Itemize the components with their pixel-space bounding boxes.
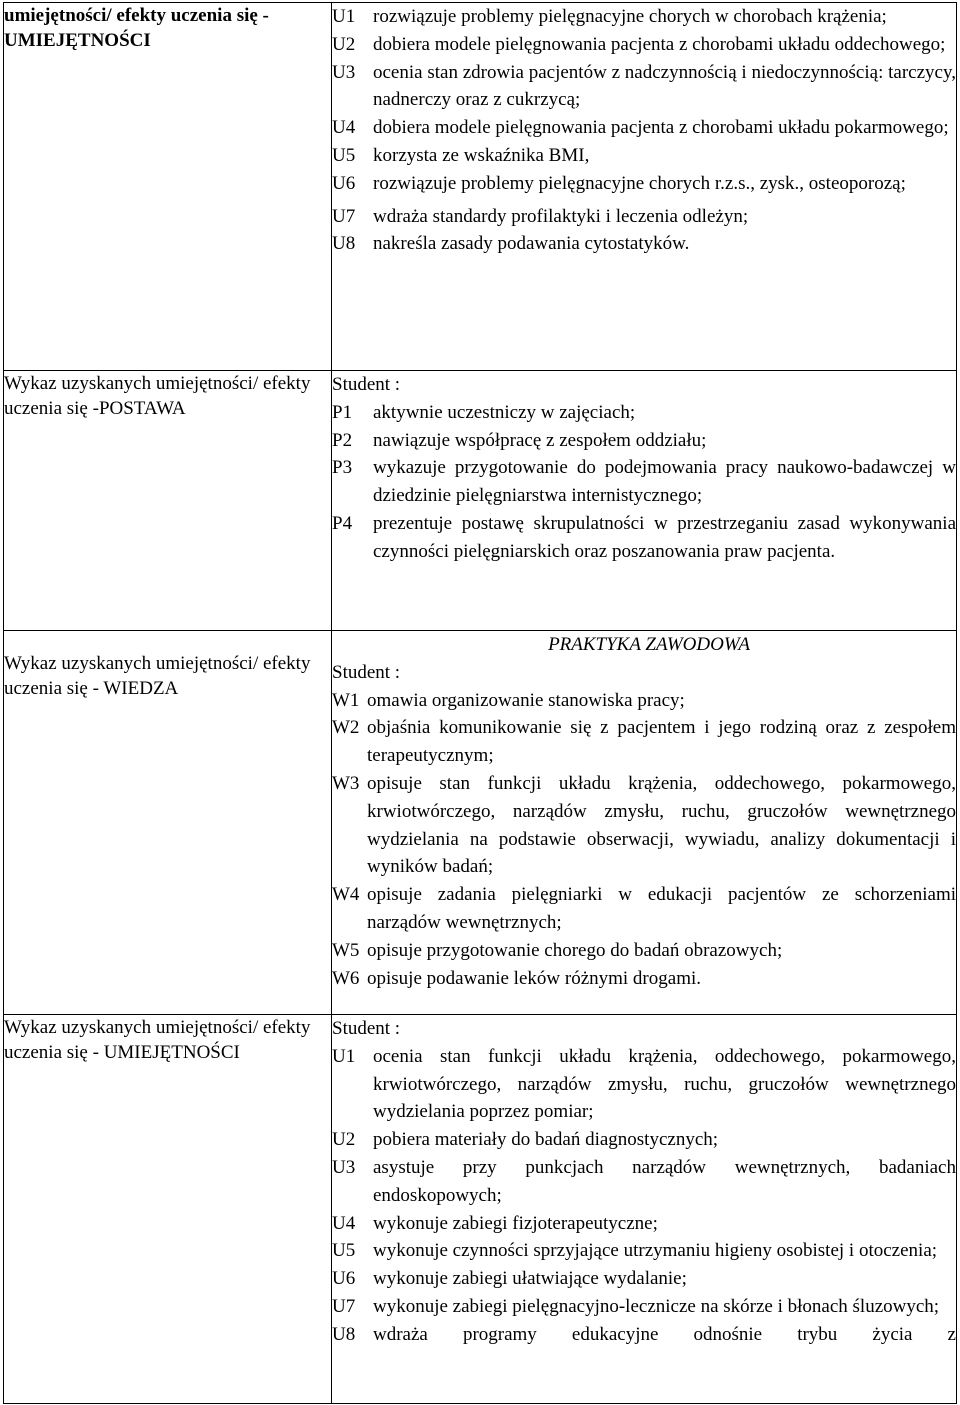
row-umiejetnosci-2: [4, 1015, 957, 1404]
list-item: [332, 881, 956, 937]
item-text: korzysta ze wskaźnika BMI,: [373, 144, 590, 166]
list-item: [332, 1154, 956, 1210]
list-item: [332, 59, 956, 115]
row-label-cell: [4, 371, 332, 631]
list-item: [332, 1237, 956, 1265]
item-text: wykonuje czynności sprzyjające utrzymaniu higieny osobistej i otoczenia;: [373, 1240, 938, 1262]
item-code: U2: [332, 1129, 356, 1151]
item-code: W6: [332, 967, 360, 989]
item-code: U1: [332, 6, 356, 27]
list-item: [332, 687, 956, 715]
item-text: opisuje przygotowanie chorego do badań obrazowych;: [367, 939, 783, 961]
item-text: wdraża programy edukacyjne odnośnie trybu życia z: [373, 1323, 956, 1345]
list-item: [332, 31, 956, 59]
item-text: pobiera materiały do badań diagnostycznych;: [373, 1129, 719, 1151]
list-item: [332, 454, 956, 510]
item-text: nakreśla zasady podawania cytostatyków.: [373, 233, 690, 255]
item-code: U6: [332, 1268, 356, 1290]
item-text: opisuje zadania pielęgniarki w edukacji pacjentów ze schorzeniami narządów wewnętrznych;: [367, 884, 956, 933]
list-item: [332, 1321, 956, 1349]
row-label: Wykaz uzyskanych umiejętności/ efekty uczenia się - WIEDZA: [4, 653, 311, 699]
item-text: nawiązuje współpracę z zespołem oddziału;: [373, 429, 707, 451]
list-item: [332, 230, 956, 258]
item-text: wykonuje zabiegi ułatwiające wydalanie;: [373, 1268, 687, 1290]
list-item: [332, 427, 956, 455]
row-label: Wykaz uzyskanych umiejętności/ efekty uczenia się -POSTAWA: [4, 373, 311, 419]
row-postawa: [4, 371, 957, 631]
item-text: ocenia stan zdrowia pacjentów z nadczynnością i niedoczynnością: tarczycy, nadnerczy oraz z cukrzycą;: [373, 61, 956, 111]
item-text: rozwiązuje problemy pielęgnacyjne chorych w chorobach krążenia;: [373, 6, 887, 27]
item-text: wykonuje zabiegi fizjoterapeutyczne;: [373, 1212, 658, 1234]
row-label-cell: [4, 1015, 332, 1404]
item-code: W4: [332, 884, 360, 906]
item-code: W1: [332, 689, 360, 711]
row-label: umiejętności/ efekty uczenia się - UMIEJĘTNOŚCI: [4, 5, 269, 51]
item-text: asystuje przy punkcjach narządów wewnętrznych, badaniach endoskopowych;: [373, 1156, 956, 1206]
item-code: U1: [332, 1045, 356, 1067]
item-text: aktywnie uczestniczy w zajęciach;: [373, 401, 636, 423]
item-text: dobiera modele pielęgnowania pacjenta z chorobami układu oddechowego;: [373, 33, 946, 55]
item-text: wykonuje zabiegi pielęgnacyjno-lecznicze na skórze i błonach śluzowych;: [373, 1295, 940, 1317]
row-content-cell: [332, 371, 957, 631]
item-text: opisuje podawanie leków różnymi drogami.: [367, 967, 702, 989]
list-item: [332, 1210, 956, 1238]
list-item: [332, 937, 956, 965]
section-title: PRAKTYKA ZAWODOWA: [548, 634, 750, 655]
list-item: [332, 1265, 956, 1293]
student-heading: Student :: [332, 1018, 401, 1039]
student-heading: Student :: [332, 374, 401, 395]
item-code: U3: [332, 1156, 356, 1178]
list-item: [332, 170, 956, 198]
item-text: wykazuje przygotowanie do podejmowania pracy naukowo-badawczej w dziedzinie pielęgniarstwa internistycznego;: [373, 457, 956, 507]
student-heading: Student :: [332, 661, 401, 683]
list-item: [332, 3, 956, 31]
item-text: rozwiązuje problemy pielęgnacyjne chorych r.z.s., zysk., osteoporozą;: [373, 172, 906, 194]
row-content-cell: [332, 1015, 957, 1404]
list-item: [332, 142, 956, 170]
item-code: U2: [332, 33, 356, 55]
row-label-cell: [4, 3, 332, 371]
row-umiejetnosci-1: [4, 3, 957, 371]
item-code: W3: [332, 772, 360, 794]
list-item: [332, 1126, 956, 1154]
item-code: P3: [332, 457, 353, 479]
item-text: wdraża standardy profilaktyki i leczenia odleżyn;: [373, 205, 749, 227]
item-code: W5: [332, 939, 360, 961]
item-text: objaśnia komunikowanie się z pacjentem i jego rodziną oraz z zespołem terapeutycznym;: [367, 717, 956, 767]
syllabus-table: [3, 2, 957, 1404]
item-code: P4: [332, 512, 353, 534]
item-code: U8: [332, 1323, 356, 1345]
item-code: U7: [332, 1295, 356, 1317]
item-text: dobiera modele pielęgnowania pacjenta z chorobami układu pokarmowego;: [373, 117, 949, 139]
list-item: [332, 399, 956, 427]
list-item: [332, 1293, 956, 1321]
item-code: W2: [332, 717, 360, 739]
row-content-cell: [332, 3, 957, 371]
item-text: ocenia stan funkcji układu krążenia, oddechowego, pokarmowego, krwiotwórczego, narządów zmysłu, ruchu, gruczołów wewnętrznego wydzielania poprzez pomiar;: [373, 1045, 956, 1123]
item-code: U8: [332, 233, 356, 255]
item-code: U4: [332, 117, 356, 139]
list-item: [332, 714, 956, 770]
item-code: P1: [332, 401, 353, 423]
item-code: U5: [332, 144, 356, 166]
row-wiedza: [4, 631, 957, 1015]
list-item: [332, 114, 956, 142]
item-code: P2: [332, 429, 353, 451]
item-code: U4: [332, 1212, 356, 1234]
list-item: [332, 1043, 956, 1126]
item-code: U5: [332, 1240, 356, 1262]
row-label: Wykaz uzyskanych umiejętności/ efekty uczenia się - UMIEJĘTNOŚCI: [4, 1017, 311, 1063]
item-text: prezentuje postawę skrupulatności w przestrzeganiu zasad wykonywania czynności pielęgniarskich oraz poszanowania praw pacjenta.: [373, 512, 956, 562]
item-code: U6: [332, 172, 356, 194]
row-label-cell: [4, 631, 332, 1015]
list-item: [332, 510, 956, 566]
list-item: [332, 965, 956, 993]
list-item: [332, 203, 956, 231]
list-item: [332, 770, 956, 881]
row-content-cell: [332, 631, 957, 1015]
item-text: opisuje stan funkcji układu krążenia, oddechowego, pokarmowego, krwiotwórczego, narządów zmysłu, ruchu, gruczołów wewnętrznego wydzielania na podstawie obserwacji, wywiadu, analizy dokumentacji i wyników badań;: [367, 772, 956, 878]
item-text: omawia organizowanie stanowiska pracy;: [367, 689, 685, 711]
item-code: U7: [332, 205, 356, 227]
item-code: U3: [332, 61, 356, 83]
